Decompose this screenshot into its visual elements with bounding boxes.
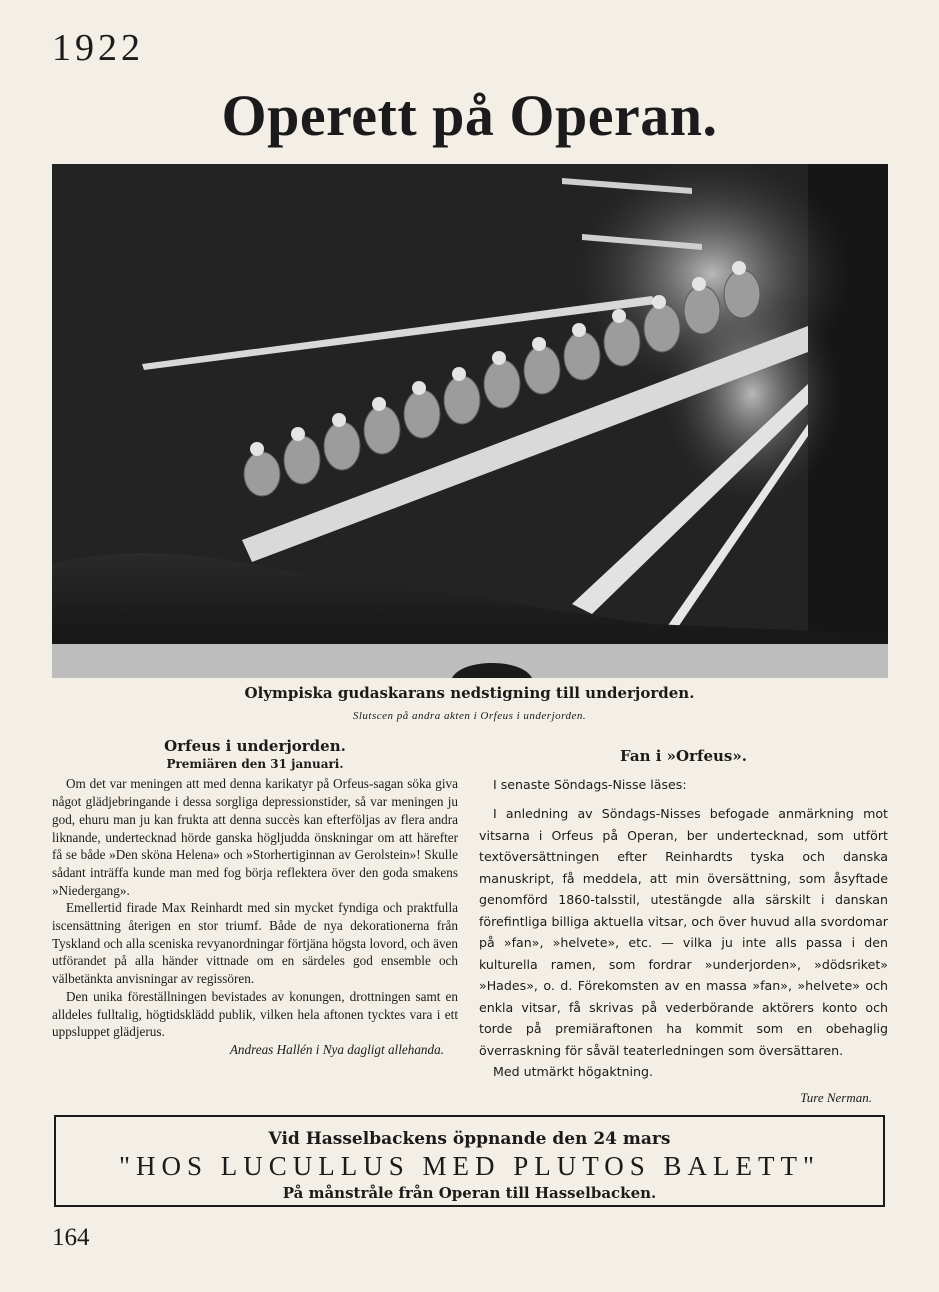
ad-line-1: Vid Hasselbackens öppnande den 24 mars [268, 1129, 671, 1149]
page-headline: Operett på Operan. [221, 83, 718, 148]
photo-subcaption: Slutscen på andra akten i Orfeus i underjorden. [352, 710, 587, 722]
page-number: 164 [52, 1224, 90, 1251]
stage-photograph [52, 164, 888, 678]
left-article-paragraph: Emellertid firade Max Reinhardt med sin mycket fyndiga och praktfulla iscensättning återigen en stor triumf. Både de nya dekorationerna från Tyskland och alla sceniska revyanordningar förtjäna högsta lovord, och även utförandet på alla händer vittnade om en särdeles god ensemble och välbetänkta anvisningar av regissören. [52, 900, 458, 987]
right-article-lead: I senaste Söndags-Nisse läses: [493, 776, 687, 792]
ad-line-3: På månstråle från Operan till Hasselbacken. [282, 1184, 657, 1202]
right-article [479, 746, 888, 1108]
ad-line-2: "HOS LUCULLUS MED PLUTOS BALETT" [118, 1151, 821, 1181]
left-article [52, 738, 458, 1059]
left-article-signature: Andreas Hallén i Nya dagligt allehanda. [229, 1041, 444, 1057]
advertisement-box [54, 1115, 885, 1207]
left-article-subtitle: Premiären den 31 januari. [166, 756, 344, 771]
left-article-paragraph: Den unika föreställningen bevistades av konungen, drottningen samt en alldeles fulltalig, högtidsklädd publik, vilken hela aftonen tycktes vara i ett uppsluppet glädjerus. [52, 988, 458, 1040]
right-article-title: Fan i »Orfeus». [620, 747, 747, 765]
left-article-title: Orfeus i underjorden. [164, 737, 346, 755]
year-heading: 1922 [52, 27, 144, 69]
left-article-paragraph: Om det var meningen att med denna karikatyr på Orfeus-sagan söka giva något glädjebringande i dessa sorgliga depressionstider, så var meningen ju god, ehuru man ju kan frukta att denna succès kan efterföljas av flera andra liknande, undertecknad hörde ganska högljudda önskningar om att härefter få se både »Den sköna Helena» och »Storhertiginnan av Gerolstein»! Skulle sådant inträffa kunde man med fog börja reflektera över den goda smakens »Niedergang». [52, 776, 458, 898]
right-article-signature: Ture Nerman. [800, 1089, 872, 1105]
right-article-paragraph: Med utmärkt högaktning. [493, 1064, 654, 1079]
right-article-paragraph: I anledning av Söndags-Nisses befogade anmärkning mot vitsarna i Orfeus på Operan, ber undertecknad, som utfört textöversättningen efter Reinhardts tyska och danska manuskript, få meddela, att min översättning, som åsyftade genomförd 1860-talsstil, utestängde alla särskilt i danskan förefintliga billiga aktuella vitsar, och över huvud alla svordomar på »fan», »helvete», etc. — vilka ju inte alls passa i den kulturella ramen, som fordrar »underjorden», »dödsriket» »Hades», o. d. Förekomsten av en massa »fan», »helvete» och enkla vitsar, få skrivas på vederbörande aktörers konto och torde på premiäraftonen ha kommit som en obehaglig överraskning för såväl teaterledningen som översättaren. [479, 806, 888, 1058]
photo-caption: Olympiska gudaskarans nedstigning till underjorden. [244, 684, 695, 702]
